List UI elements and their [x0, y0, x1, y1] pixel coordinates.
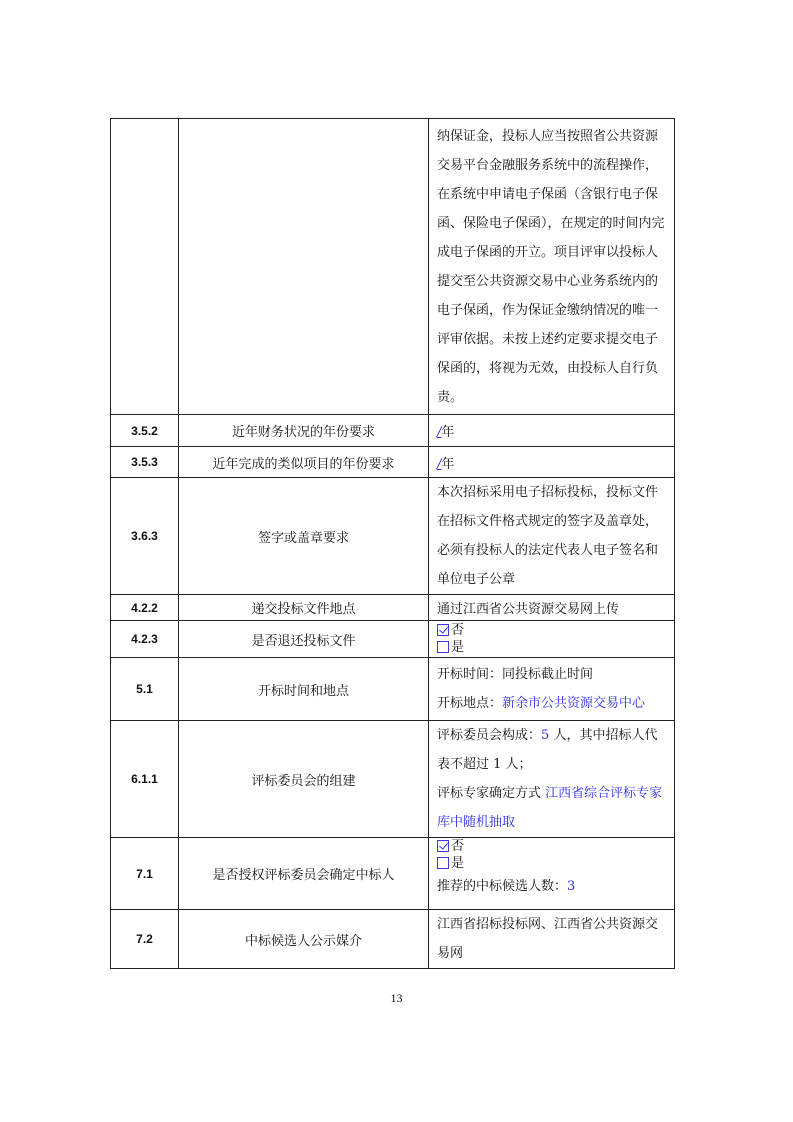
clause-name: 是否授权评标委员会确定中标人 — [179, 838, 429, 910]
clause-name: 中标候选人公示媒介 — [179, 910, 429, 969]
checkbox-empty-icon[interactable] — [437, 857, 449, 869]
option-label: 是 — [451, 640, 465, 655]
expert-method — [437, 779, 666, 837]
table-row — [111, 838, 675, 910]
clause-number: 4.2.2 — [111, 595, 179, 621]
committee-composition — [437, 721, 666, 779]
clause-number: 7.1 — [111, 838, 179, 910]
table-row — [111, 910, 675, 969]
clause-content: 江西省招标投标网、江西省公共资源交易网 — [429, 910, 675, 969]
label: 开标地点： — [437, 696, 503, 711]
clause-name: 签字或盖章要求 — [179, 478, 429, 595]
method-value: 江西省综合评标专家库中随机抽取 — [437, 786, 663, 830]
clause-content — [429, 721, 675, 838]
place-value: 新余市公共资源交易中心 — [502, 696, 646, 711]
checkbox-checked-icon[interactable] — [437, 624, 449, 636]
table-row — [111, 595, 675, 621]
option-yes[interactable] — [437, 855, 666, 872]
option-label: 否 — [451, 839, 465, 854]
table-row — [111, 621, 675, 658]
opening-place — [437, 689, 666, 718]
unit: 年 — [441, 425, 455, 440]
table-row — [111, 119, 675, 415]
clause-number: 6.1.1 — [111, 721, 179, 838]
label: 评标专家确定方式 — [437, 786, 542, 801]
clause-name: 是否退还投标文件 — [179, 621, 429, 658]
clause-number: 3.5.3 — [111, 447, 179, 478]
text: 人，其中招标人代表不超过 1 人； — [437, 728, 658, 772]
label: 评标委员会构成： — [437, 728, 542, 743]
clause-number: 7.2 — [111, 910, 179, 969]
bid-data-table — [110, 118, 675, 969]
candidate-count — [437, 872, 666, 902]
clause-content: 纳保证金，投标人应当按照省公共资源交易平台金融服务系统中的流程操作，在系统中申请电子保函（含银行电子保函、保险电子保函），在规定的时间内完成电子保函的开立。项目评审以投标人提交至公共资源交易中心业务系统内的电子保函，作为保证金缴纳情况的唯一评审依据。未按上述约定要求提交电子保函的，将视为无效，由投标人自行负责。 — [429, 119, 675, 415]
option-label: 否 — [451, 623, 465, 638]
member-count: 5 — [541, 728, 550, 743]
option-yes[interactable] — [437, 639, 666, 656]
clause-name: 递交投标文件地点 — [179, 595, 429, 621]
count-value: 3 — [567, 879, 576, 894]
table-row — [111, 721, 675, 838]
clause-number: 5.1 — [111, 658, 179, 721]
clause-number — [111, 119, 179, 415]
label: 推荐的中标候选人数： — [437, 879, 568, 894]
option-no[interactable] — [437, 622, 666, 639]
clause-number: 3.6.3 — [111, 478, 179, 595]
clause-name: 近年财务状况的年份要求 — [179, 415, 429, 447]
checkbox-empty-icon[interactable] — [437, 641, 449, 653]
clause-name: 开标时间和地点 — [179, 658, 429, 721]
table-row — [111, 447, 675, 478]
table-row — [111, 415, 675, 447]
clause-content — [429, 447, 675, 478]
slash-link[interactable]: / — [437, 456, 442, 472]
option-label: 是 — [451, 856, 465, 871]
table-row — [111, 478, 675, 595]
clause-number: 4.2.3 — [111, 621, 179, 658]
clause-name: 近年完成的类似项目的年份要求 — [179, 447, 429, 478]
table-row — [111, 658, 675, 721]
option-no[interactable] — [437, 838, 666, 855]
clause-content: 本次招标采用电子招标投标，投标文件在招标文件格式规定的签字及盖章处，必须有投标人的法定代表人电子签名和单位电子公章 — [429, 478, 675, 595]
clause-content — [429, 621, 675, 658]
checkbox-checked-icon[interactable] — [437, 840, 449, 852]
clause-content: 通过江西省公共资源交易网上传 — [429, 595, 675, 621]
clause-number: 3.5.2 — [111, 415, 179, 447]
clause-content — [429, 838, 675, 910]
page-number: 13 — [390, 991, 403, 1005]
clause-name — [179, 119, 429, 415]
slash-link[interactable]: / — [437, 425, 442, 440]
unit: 年 — [441, 456, 455, 472]
clause-content — [429, 658, 675, 721]
opening-time: 开标时间：同投标截止时间 — [437, 667, 594, 682]
clause-content — [429, 415, 675, 447]
clause-name: 评标委员会的组建 — [179, 721, 429, 838]
